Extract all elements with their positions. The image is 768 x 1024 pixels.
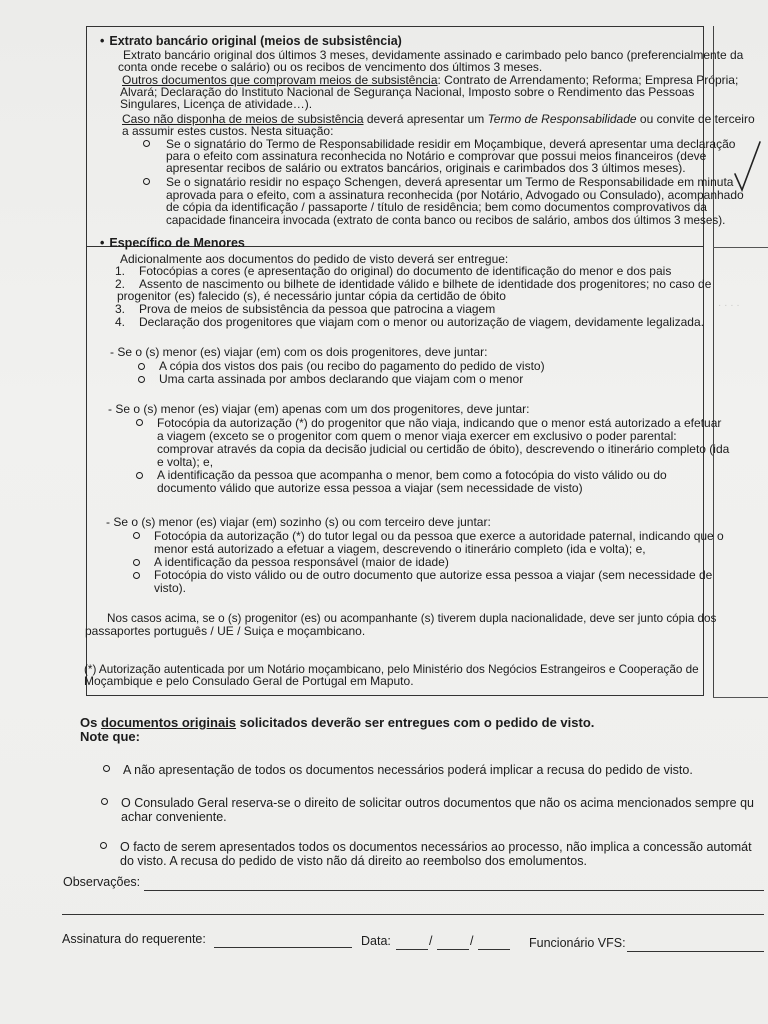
text-line: a viagem (exceto se o progenitor com quem o menor viaja exercer em exclusivo o poder parental:: [157, 429, 677, 443]
data-label: Data:: [361, 934, 391, 948]
circle-bullet-icon: [100, 842, 107, 849]
case-heading: - Se o (s) menor (es) viajar (em) sozinho (s) ou com terceiro deve juntar:: [106, 515, 491, 529]
text-line: Alvará; Declaração do Instituto Nacional de Segurança Nacional, Imposto sobre o Rendimento das Pessoas: [120, 85, 695, 99]
text-line: aprovada para o efeito, com a assinatura reconhecida (por Notário, Advogado ou Consulado), acompanhado: [166, 188, 744, 202]
no-means-text2: ou convite de terceiro: [636, 112, 755, 126]
circle-bullet-icon: [143, 140, 150, 147]
circle-bullet-icon: [136, 472, 143, 479]
text-line: de cópia da identificação / passaporte / título de residência; bem como documentos comprovativos da: [166, 200, 707, 214]
circle-bullet-icon: [133, 532, 140, 539]
no-means-text: deverá apresentar um: [363, 112, 488, 126]
circle-bullet-icon: [101, 798, 108, 805]
notes-intro-before: Os: [80, 715, 101, 730]
note-item: O facto de serem apresentados todos os documentos necessários ao processo, não implica a concessão automát: [120, 840, 752, 854]
circle-bullet-icon: [138, 376, 145, 383]
right-column-rule: [713, 26, 714, 698]
case-heading: - Se o (s) menor (es) viajar (em) com os dois progenitores, deve juntar:: [110, 345, 488, 359]
circle-bullet-icon: [138, 363, 145, 370]
notes-intro: [80, 716, 594, 729]
list-number: 1.: [115, 264, 126, 278]
note-item: O Consulado Geral reserva-se o direito de solicitar outros documentos que não os acima mencionados sempre qu: [121, 796, 754, 810]
circle-bullet-icon: [103, 765, 110, 772]
circle-bullet-icon: [133, 559, 140, 566]
list-item: Declaração dos progenitores que viajam com o menor ou autorização de viagem, devidamente legalizada.: [139, 315, 704, 329]
circle-bullet-icon: [136, 419, 143, 426]
text-line: menor está autorizado a efetuar a viagem, descrevendo o itinerário completo (ida e volta); e,: [154, 542, 646, 556]
funcionario-label: Funcionário VFS:: [529, 936, 626, 950]
observacoes-field[interactable]: [144, 890, 764, 891]
note-que: Note que:: [80, 729, 140, 744]
text-line: para o efeito com assinatura reconhecida no Notário e comprovar que possui meios financeiros (deve: [166, 149, 707, 163]
text-line: Se o signatário residir no espaço Schengen, deverá apresentar um Termo de Responsabilidade em minuta: [166, 175, 734, 189]
date-separator: /: [470, 934, 474, 948]
text-line: conta onde recebe o salário) ou os recibos de vencimento dos últimos 3 meses.: [118, 60, 543, 74]
text-line: Uma carta assinada por ambos declarando que viajam com o menor: [159, 372, 524, 386]
text-line: Fotocópia da autorização (*) do tutor legal ou da pessoa que exerce a autoridade paternal, indicando que o: [154, 529, 724, 543]
note-item: A não apresentação de todos os documentos necessários poderá implicar a recusa do pedido de visto.: [123, 763, 693, 777]
observacoes-field-line2[interactable]: [62, 914, 764, 915]
list-number: 2.: [115, 277, 126, 291]
footnote-line: (*) Autorização autenticada por um Notário moçambicano, pelo Ministério dos Negócios Estrangeiros e Cooperação de: [84, 663, 699, 676]
notes-intro-after: solicitados deverão ser entregues com o pedido de visto.: [236, 715, 595, 730]
text-line: A identificação da pessoa responsável (maior de idade): [154, 555, 449, 569]
text-line: Nos casos acima, se o (s) progenitor (es) ou acompanhante (s) tiverem dupla nacionalidade, deve ser junto cópia dos: [107, 612, 717, 625]
text-line: Fotocópia do visto válido ou de outro documento que autorize essa pessoa a viajar (sem necessidade de: [154, 568, 713, 582]
text-line: passaportes português / UE / Suiça e moçambicano.: [85, 624, 366, 638]
note-item: achar conveniente.: [121, 810, 227, 824]
text-line: visto).: [154, 581, 187, 595]
date-month-field[interactable]: [437, 949, 469, 950]
date-day-field[interactable]: [396, 949, 428, 950]
case-heading: - Se o (s) menor (es) viajar (em) apenas com um dos progenitores, deve juntar:: [108, 402, 530, 416]
section-heading-extrato: • Extrato bancário original (meios de subsistência): [100, 35, 402, 48]
list-item: Prova de meios de subsistência da pessoa que patrocina a viagem: [139, 302, 496, 316]
list-item: Fotocópias a cores (e apresentação do original) do documento de identificação do menor e dos pais: [139, 264, 672, 278]
funcionario-field[interactable]: [627, 951, 764, 952]
text-line: a assumir estes custos. Nesta situação:: [122, 124, 334, 138]
assinatura-label: Assinatura do requerente:: [62, 932, 206, 946]
footnote-line: Moçambique e pelo Consulado Geral de Portugal em Maputo.: [84, 674, 414, 688]
list-number: 3.: [115, 302, 126, 316]
text-line: Singulares, Licença de atividade…).: [120, 97, 313, 111]
text-line: Fotocópia da autorização (*) do progenitor que não viaja, indicando que o menor está autorizado a efetuar: [157, 416, 722, 430]
other-docs-text: : Contrato de Arrendamento; Reforma; Empresa Própria;: [437, 73, 739, 87]
text-line: Adicionalmente aos documentos do pedido de visto deverá ser entregue:: [120, 252, 509, 266]
other-docs-label: Outros documentos que comprovam meios de subsistência: [122, 73, 438, 87]
text-line: comprovar através da copia da decisão judicial ou certidão de óbito), descrevendo o itinerário completo (ida: [157, 442, 730, 456]
termo-italic: Termo de Responsabilidade: [487, 112, 637, 126]
check-mark-icon: [733, 140, 763, 194]
observacoes-label: Observações:: [63, 875, 141, 889]
text-line: Extrato bancário original dos últimos 3 meses, devidamente assinado e carimbado pelo banco (preferencialmente da: [123, 48, 744, 62]
circle-bullet-icon: [143, 178, 150, 185]
right-column-line: [713, 247, 768, 248]
section-heading-menores: • Específico de Menores: [100, 237, 245, 250]
notes-intro-underlined: documentos originais: [100, 715, 237, 730]
signature-field[interactable]: [214, 947, 352, 948]
right-column-line: [713, 697, 768, 698]
text-line: e volta); e,: [157, 455, 214, 469]
list-number: 4.: [115, 315, 126, 329]
text-line: Se o signatário do Termo de Responsabilidade residir em Moçambique, deverá apresentar uma declaração: [166, 137, 736, 151]
list-item: progenitor (es) falecido (s), é necessário juntar cópia da certidão de óbito: [117, 289, 506, 303]
date-separator: /: [429, 934, 433, 948]
text-line: capacidade financeira invocada (extrato de conta banco ou recibos de salário, ambos dos últimos 3 meses).: [166, 214, 726, 227]
bleed-through: · · · ·: [718, 300, 740, 311]
no-means-label: Caso não disponha de meios de subsistência: [122, 112, 364, 126]
text-line: A cópia dos vistos dos pais (ou recibo do pagamento do pedido de visto): [159, 359, 545, 373]
text-line: A identificação da pessoa que acompanha o menor, bem como a fotocópia do visto válido ou do: [157, 468, 667, 482]
text-line: apresentar recibos de salário ou extratos bancários, originais e carimbados dos 3 últimos meses).: [166, 161, 686, 175]
circle-bullet-icon: [133, 572, 140, 579]
list-item: Assento de nascimento ou bilhete de identidade válido e bilhete de identidade dos progenitores; no caso de: [139, 277, 712, 291]
text-line: documento válido que autorize essa pessoa a viajar (sem necessidade de visto): [157, 481, 583, 495]
note-item: do visto. A recusa do pedido de visto não dá direito ao reembolso dos emolumentos.: [120, 854, 587, 868]
date-year-field[interactable]: [478, 949, 510, 950]
